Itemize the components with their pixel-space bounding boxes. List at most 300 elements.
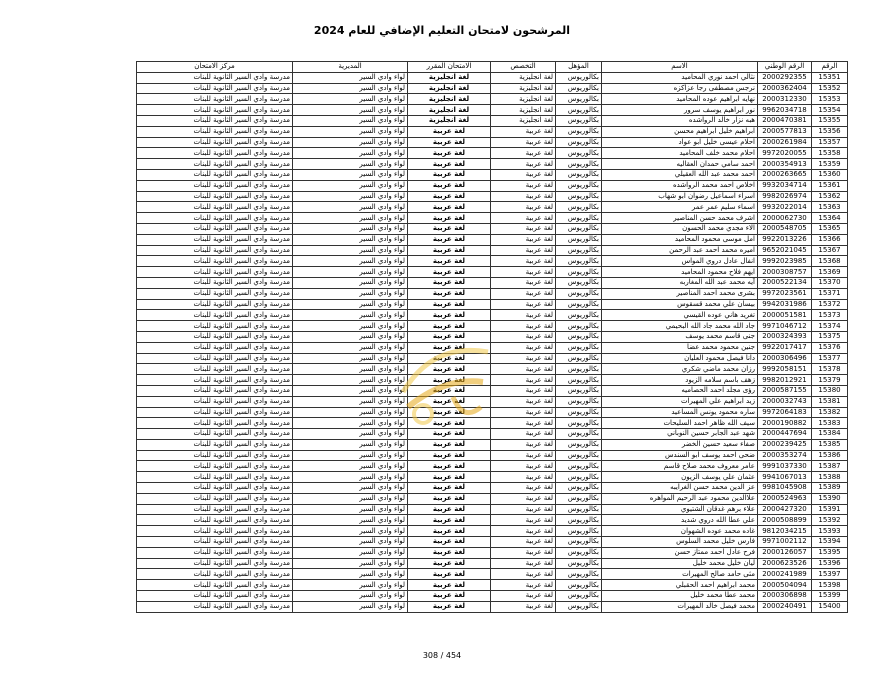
cell-name: زهف باسم سلامه الزيود bbox=[602, 375, 758, 386]
cell-num: 15396 bbox=[812, 558, 848, 569]
cell-national-id: 2000239425 bbox=[758, 439, 812, 450]
cell-exam: لغة عربية bbox=[408, 472, 491, 483]
table-row bbox=[137, 472, 848, 483]
cell-directorate: لواء وادي السير bbox=[293, 526, 408, 537]
cell-directorate: لواء وادي السير bbox=[293, 105, 408, 116]
cell-exam-center: مدرسة وادي السير الثانوية للبنات bbox=[137, 223, 293, 234]
table-row bbox=[137, 331, 848, 342]
cell-exam: لغة عربية bbox=[408, 234, 491, 245]
cell-qualification: بكالوريوس bbox=[556, 321, 602, 332]
cell-exam-center: مدرسة وادي السير الثانوية للبنات bbox=[137, 148, 293, 159]
table-header-row bbox=[137, 62, 848, 73]
cell-specialization: لغة عربية bbox=[491, 191, 556, 202]
cell-national-id: 2000427320 bbox=[758, 504, 812, 515]
cell-exam-center: مدرسة وادي السير الثانوية للبنات bbox=[137, 591, 293, 602]
cell-exam-center: مدرسة وادي السير الثانوية للبنات bbox=[137, 126, 293, 137]
cell-exam-center: مدرسة وادي السير الثانوية للبنات bbox=[137, 267, 293, 278]
cell-qualification: بكالوريوس bbox=[556, 407, 602, 418]
cell-num: 15370 bbox=[812, 277, 848, 288]
cell-exam-center: مدرسة وادي السير الثانوية للبنات bbox=[137, 439, 293, 450]
cell-national-id: 2000312330 bbox=[758, 94, 812, 105]
cell-name: ابراهيم خليل ابراهيم محسن bbox=[602, 126, 758, 137]
cell-qualification: بكالوريوس bbox=[556, 591, 602, 602]
cell-name: زيد ابراهيم علي المهيرات bbox=[602, 396, 758, 407]
cell-num: 15351 bbox=[812, 72, 848, 83]
cell-num: 15392 bbox=[812, 515, 848, 526]
cell-qualification: بكالوريوس bbox=[556, 601, 602, 612]
cell-num: 15364 bbox=[812, 213, 848, 224]
cell-exam: لغة عربية bbox=[408, 342, 491, 353]
cell-exam-center: مدرسة وادي السير الثانوية للبنات bbox=[137, 461, 293, 472]
cell-name: علاالدين محمود عبد الرحيم المواهره bbox=[602, 493, 758, 504]
cell-name: انفال عادل دروي المواس bbox=[602, 256, 758, 267]
cell-qualification: بكالوريوس bbox=[556, 461, 602, 472]
cell-exam-center: مدرسة وادي السير الثانوية للبنات bbox=[137, 72, 293, 83]
cell-national-id: 9941067013 bbox=[758, 472, 812, 483]
cell-qualification: بكالوريوس bbox=[556, 342, 602, 353]
cell-exam: لغة عربية bbox=[408, 558, 491, 569]
cell-national-id: 2000577813 bbox=[758, 126, 812, 137]
cell-directorate: لواء وادي السير bbox=[293, 375, 408, 386]
cell-num: 15385 bbox=[812, 439, 848, 450]
cell-specialization: لغة عربية bbox=[491, 331, 556, 342]
cell-name: آيه محمد عبد الله المغاربه bbox=[602, 277, 758, 288]
cell-national-id: 2000508899 bbox=[758, 515, 812, 526]
cell-specialization: لغة عربية bbox=[491, 537, 556, 548]
cell-num: 15380 bbox=[812, 385, 848, 396]
cell-exam-center: مدرسة وادي السير الثانوية للبنات bbox=[137, 277, 293, 288]
cell-specialization: لغة عربية bbox=[491, 601, 556, 612]
cell-qualification: بكالوريوس bbox=[556, 331, 602, 342]
table-row bbox=[137, 137, 848, 148]
cell-specialization: لغة عربية bbox=[491, 396, 556, 407]
cell-national-id: 9982026974 bbox=[758, 191, 812, 202]
table-row bbox=[137, 515, 848, 526]
cell-specialization: لغة عربية bbox=[491, 375, 556, 386]
cell-directorate: لواء وادي السير bbox=[293, 547, 408, 558]
cell-num: 15352 bbox=[812, 83, 848, 94]
cell-exam: لغة عربية bbox=[408, 526, 491, 537]
cell-exam: لغة عربية bbox=[408, 148, 491, 159]
cell-directorate: لواء وادي السير bbox=[293, 418, 408, 429]
cell-qualification: بكالوريوس bbox=[556, 83, 602, 94]
table-row bbox=[137, 234, 848, 245]
cell-exam: لغة عربية bbox=[408, 396, 491, 407]
cell-directorate: لواء وادي السير bbox=[293, 137, 408, 148]
cell-directorate: لواء وادي السير bbox=[293, 234, 408, 245]
table-row bbox=[137, 245, 848, 256]
table-row bbox=[137, 580, 848, 591]
cell-national-id: 2000062730 bbox=[758, 213, 812, 224]
cell-exam-center: مدرسة وادي السير الثانوية للبنات bbox=[137, 191, 293, 202]
cell-directorate: لواء وادي السير bbox=[293, 472, 408, 483]
cell-specialization: لغة عربية bbox=[491, 213, 556, 224]
cell-qualification: بكالوريوس bbox=[556, 137, 602, 148]
cell-directorate: لواء وادي السير bbox=[293, 569, 408, 580]
cell-national-id: 2000587155 bbox=[758, 385, 812, 396]
cell-num: 15357 bbox=[812, 137, 848, 148]
cell-directorate: لواء وادي السير bbox=[293, 353, 408, 364]
cell-name: رؤى مجلد احمد الحصاميه bbox=[602, 385, 758, 396]
cell-name: سيف الله ظاهر احمد السليحات bbox=[602, 418, 758, 429]
table-row bbox=[137, 169, 848, 180]
cell-name: ايهم فلاح محمود المحاميد bbox=[602, 267, 758, 278]
cell-qualification: بكالوريوس bbox=[556, 493, 602, 504]
cell-exam: لغة عربية bbox=[408, 601, 491, 612]
cell-qualification: بكالوريوس bbox=[556, 385, 602, 396]
table-row bbox=[137, 213, 848, 224]
cell-exam: لغة عربية bbox=[408, 537, 491, 548]
table-row bbox=[137, 504, 848, 515]
cell-directorate: لواء وادي السير bbox=[293, 450, 408, 461]
cell-directorate: لواء وادي السير bbox=[293, 504, 408, 515]
cell-directorate: لواء وادي السير bbox=[293, 180, 408, 191]
cell-name: جنين محمود محمد عضا bbox=[602, 342, 758, 353]
cell-name: فارس خليل محمد السلوس bbox=[602, 537, 758, 548]
cell-num: 15365 bbox=[812, 223, 848, 234]
cell-exam: لغة انجليزية bbox=[408, 94, 491, 105]
cell-qualification: بكالوريوس bbox=[556, 267, 602, 278]
table-row bbox=[137, 407, 848, 418]
cell-num: 15356 bbox=[812, 126, 848, 137]
cell-specialization: لغة عربية bbox=[491, 515, 556, 526]
cell-specialization: لغة عربية bbox=[491, 310, 556, 321]
cell-exam: لغة عربية bbox=[408, 547, 491, 558]
cell-exam: لغة عربية bbox=[408, 213, 491, 224]
cell-specialization: لغة عربية bbox=[491, 148, 556, 159]
cell-exam-center: مدرسة وادي السير الثانوية للبنات bbox=[137, 115, 293, 126]
cell-exam-center: مدرسة وادي السير الثانوية للبنات bbox=[137, 159, 293, 170]
cell-national-id: 2000126057 bbox=[758, 547, 812, 558]
cell-exam-center: مدرسة وادي السير الثانوية للبنات bbox=[137, 353, 293, 364]
cell-name: ساره محمود يونس المساعيد bbox=[602, 407, 758, 418]
cell-exam: لغة انجليزية bbox=[408, 105, 491, 116]
cell-directorate: لواء وادي السير bbox=[293, 537, 408, 548]
cell-exam-center: مدرسة وادي السير الثانوية للبنات bbox=[137, 375, 293, 386]
cell-num: 15399 bbox=[812, 591, 848, 602]
cell-name: عز الدين محمد حسن الغرايبه bbox=[602, 483, 758, 494]
cell-specialization: لغة عربية bbox=[491, 385, 556, 396]
cell-exam: لغة عربية bbox=[408, 385, 491, 396]
cell-exam: لغة عربية bbox=[408, 310, 491, 321]
cell-name: فرح عادل احمد ممتاز حسن bbox=[602, 547, 758, 558]
cell-specialization: لغة انجليزية bbox=[491, 83, 556, 94]
table-row bbox=[137, 429, 848, 440]
cell-specialization: لغة عربية bbox=[491, 256, 556, 267]
cell-directorate: لواء وادي السير bbox=[293, 342, 408, 353]
cell-directorate: لواء وادي السير bbox=[293, 580, 408, 591]
cell-name: شهد عبد الجابر حسين النوباني bbox=[602, 429, 758, 440]
cell-name: احمد محمد عبد الله العقيلي bbox=[602, 169, 758, 180]
cell-directorate: لواء وادي السير bbox=[293, 601, 408, 612]
table-row bbox=[137, 461, 848, 472]
cell-directorate: لواء وادي السير bbox=[293, 83, 408, 94]
cell-name: اسراء اسماعيل رضوان ابو شهاب bbox=[602, 191, 758, 202]
cell-exam: لغة عربية bbox=[408, 277, 491, 288]
cell-exam: لغة عربية bbox=[408, 223, 491, 234]
header-national-id: الرقم الوطني bbox=[758, 62, 812, 73]
table-row bbox=[137, 94, 848, 105]
cell-exam-center: مدرسة وادي السير الثانوية للبنات bbox=[137, 245, 293, 256]
cell-qualification: بكالوريوس bbox=[556, 234, 602, 245]
cell-name: الاء مجدي محمد الحسون bbox=[602, 223, 758, 234]
cell-qualification: بكالوريوس bbox=[556, 396, 602, 407]
cell-exam: لغة عربية bbox=[408, 461, 491, 472]
cell-exam: لغة عربية bbox=[408, 299, 491, 310]
cell-specialization: لغة عربية bbox=[491, 202, 556, 213]
cell-num: 15394 bbox=[812, 537, 848, 548]
cell-num: 15382 bbox=[812, 407, 848, 418]
table-row bbox=[137, 148, 848, 159]
cell-directorate: لواء وادي السير bbox=[293, 364, 408, 375]
cell-qualification: بكالوريوس bbox=[556, 439, 602, 450]
cell-num: 15378 bbox=[812, 364, 848, 375]
cell-specialization: لغة عربية bbox=[491, 137, 556, 148]
table-row bbox=[137, 115, 848, 126]
cell-qualification: بكالوريوس bbox=[556, 213, 602, 224]
cell-specialization: لغة انجليزية bbox=[491, 105, 556, 116]
table-row bbox=[137, 223, 848, 234]
cell-num: 15398 bbox=[812, 580, 848, 591]
table-row bbox=[137, 569, 848, 580]
cell-exam-center: مدرسة وادي السير الثانوية للبنات bbox=[137, 558, 293, 569]
cell-qualification: بكالوريوس bbox=[556, 580, 602, 591]
cell-exam: لغة انجليزية bbox=[408, 115, 491, 126]
header-qualification: المؤهل bbox=[556, 62, 602, 73]
cell-name: اسماء سليم عمر عمر bbox=[602, 202, 758, 213]
cell-national-id: 9922017417 bbox=[758, 342, 812, 353]
cell-directorate: لواء وادي السير bbox=[293, 461, 408, 472]
cell-directorate: لواء وادي السير bbox=[293, 429, 408, 440]
cell-exam-center: مدرسة وادي السير الثانوية للبنات bbox=[137, 342, 293, 353]
header-num: الرقم bbox=[812, 62, 848, 73]
cell-num: 15389 bbox=[812, 483, 848, 494]
cell-national-id: 2000306496 bbox=[758, 353, 812, 364]
cell-national-id: 9932022014 bbox=[758, 202, 812, 213]
cell-national-id: 9982012921 bbox=[758, 375, 812, 386]
cell-exam: لغة عربية bbox=[408, 483, 491, 494]
header-exam: الامتحان المقرر bbox=[408, 62, 491, 73]
cell-directorate: لواء وادي السير bbox=[293, 321, 408, 332]
cell-exam-center: مدرسة وادي السير الثانوية للبنات bbox=[137, 407, 293, 418]
table-row bbox=[137, 493, 848, 504]
table-row bbox=[137, 353, 848, 364]
cell-num: 15359 bbox=[812, 159, 848, 170]
cell-exam-center: مدرسة وادي السير الثانوية للبنات bbox=[137, 364, 293, 375]
cell-qualification: بكالوريوس bbox=[556, 472, 602, 483]
cell-directorate: لواء وادي السير bbox=[293, 256, 408, 267]
cell-exam-center: مدرسة وادي السير الثانوية للبنات bbox=[137, 493, 293, 504]
cell-specialization: لغة عربية bbox=[491, 169, 556, 180]
table-row bbox=[137, 267, 848, 278]
cell-specialization: لغة عربية bbox=[491, 277, 556, 288]
cell-num: 15369 bbox=[812, 267, 848, 278]
cell-directorate: لواء وادي السير bbox=[293, 299, 408, 310]
table-row bbox=[137, 526, 848, 537]
cell-num: 15362 bbox=[812, 191, 848, 202]
cell-exam: لغة عربية bbox=[408, 321, 491, 332]
cell-num: 15371 bbox=[812, 288, 848, 299]
cell-exam-center: مدرسة وادي السير الثانوية للبنات bbox=[137, 569, 293, 580]
cell-exam: لغة انجليزية bbox=[408, 83, 491, 94]
table-row bbox=[137, 558, 848, 569]
cell-specialization: لغة عربية bbox=[491, 234, 556, 245]
cell-specialization: لغة عربية bbox=[491, 450, 556, 461]
cell-name: احمد سامي حمدان العقاليه bbox=[602, 159, 758, 170]
cell-specialization: لغة عربية bbox=[491, 461, 556, 472]
cell-exam-center: مدرسة وادي السير الثانوية للبنات bbox=[137, 472, 293, 483]
table-row bbox=[137, 385, 848, 396]
cell-specialization: لغة عربية bbox=[491, 439, 556, 450]
cell-specialization: لغة عربية bbox=[491, 591, 556, 602]
cell-directorate: لواء وادي السير bbox=[293, 94, 408, 105]
cell-exam-center: مدرسة وادي السير الثانوية للبنات bbox=[137, 169, 293, 180]
cell-qualification: بكالوريوس bbox=[556, 526, 602, 537]
cell-specialization: لغة عربية bbox=[491, 159, 556, 170]
cell-specialization: لغة عربية bbox=[491, 245, 556, 256]
cell-directorate: لواء وادي السير bbox=[293, 396, 408, 407]
cell-national-id: 2000362404 bbox=[758, 83, 812, 94]
cell-num: 15355 bbox=[812, 115, 848, 126]
cell-specialization: لغة عربية bbox=[491, 504, 556, 515]
cell-num: 15367 bbox=[812, 245, 848, 256]
cell-qualification: بكالوريوس bbox=[556, 223, 602, 234]
cell-qualification: بكالوريوس bbox=[556, 126, 602, 137]
cell-directorate: لواء وادي السير bbox=[293, 331, 408, 342]
cell-exam-center: مدرسة وادي السير الثانوية للبنات bbox=[137, 180, 293, 191]
table-row bbox=[137, 83, 848, 94]
cell-directorate: لواء وادي السير bbox=[293, 277, 408, 288]
cell-qualification: بكالوريوس bbox=[556, 299, 602, 310]
cell-name: صفاء سعيد حسين الخضر bbox=[602, 439, 758, 450]
cell-exam: لغة عربية bbox=[408, 429, 491, 440]
cell-exam: لغة عربية bbox=[408, 569, 491, 580]
cell-directorate: لواء وادي السير bbox=[293, 223, 408, 234]
cell-name: علاء برهم غدقان الشتيوي bbox=[602, 504, 758, 515]
cell-qualification: بكالوريوس bbox=[556, 504, 602, 515]
cell-num: 15395 bbox=[812, 547, 848, 558]
cell-exam: لغة عربية bbox=[408, 180, 491, 191]
cell-name: محمد ابراهيم احمد الحقبلي bbox=[602, 580, 758, 591]
cell-qualification: بكالوريوس bbox=[556, 72, 602, 83]
cell-national-id: 9971002112 bbox=[758, 537, 812, 548]
cell-exam: لغة عربية bbox=[408, 418, 491, 429]
table-row bbox=[137, 191, 848, 202]
cell-exam-center: مدرسة وادي السير الثانوية للبنات bbox=[137, 137, 293, 148]
cell-national-id: 9981045908 bbox=[758, 483, 812, 494]
cell-name: محمد فيصل خالد المهيرات bbox=[602, 601, 758, 612]
cell-name: غاده محمد عوده الشهوان bbox=[602, 526, 758, 537]
cell-directorate: لواء وادي السير bbox=[293, 288, 408, 299]
cell-national-id: 9652021045 bbox=[758, 245, 812, 256]
cell-directorate: لواء وادي السير bbox=[293, 213, 408, 224]
cell-specialization: لغة عربية bbox=[491, 267, 556, 278]
cell-name: امل موسى محمود المحاميد bbox=[602, 234, 758, 245]
cell-specialization: لغة انجليزية bbox=[491, 94, 556, 105]
header-specialization: التخصص bbox=[491, 62, 556, 73]
table-row bbox=[137, 537, 848, 548]
cell-name: بشرى محمد احمد المناصير bbox=[602, 288, 758, 299]
cell-num: 15388 bbox=[812, 472, 848, 483]
cell-num: 15354 bbox=[812, 105, 848, 116]
cell-qualification: بكالوريوس bbox=[556, 515, 602, 526]
cell-directorate: لواء وادي السير bbox=[293, 159, 408, 170]
cell-name: هبه نزار خالد الرواشده bbox=[602, 115, 758, 126]
table-row bbox=[137, 396, 848, 407]
cell-national-id: 9962034718 bbox=[758, 105, 812, 116]
cell-specialization: لغة عربية bbox=[491, 321, 556, 332]
cell-exam-center: مدرسة وادي السير الثانوية للبنات bbox=[137, 288, 293, 299]
table-row bbox=[137, 310, 848, 321]
cell-name: علي عطا الله دروي شديد bbox=[602, 515, 758, 526]
cell-directorate: لواء وادي السير bbox=[293, 439, 408, 450]
cell-qualification: بكالوريوس bbox=[556, 288, 602, 299]
cell-num: 15360 bbox=[812, 169, 848, 180]
cell-qualification: بكالوريوس bbox=[556, 256, 602, 267]
cell-num: 15400 bbox=[812, 601, 848, 612]
cell-exam-center: مدرسة وادي السير الثانوية للبنات bbox=[137, 234, 293, 245]
cell-specialization: لغة عربية bbox=[491, 580, 556, 591]
cell-exam: لغة انجليزية bbox=[408, 72, 491, 83]
cell-name: عثمان علي يوسف الزيون bbox=[602, 472, 758, 483]
cell-name: عامر معروف محمد صلاح قاسم bbox=[602, 461, 758, 472]
cell-national-id: 2000548705 bbox=[758, 223, 812, 234]
cell-directorate: لواء وادي السير bbox=[293, 558, 408, 569]
page-indicator: 308 / 454 bbox=[422, 651, 462, 660]
cell-national-id: 9942031986 bbox=[758, 299, 812, 310]
cell-national-id: 9812034215 bbox=[758, 526, 812, 537]
cell-directorate: لواء وادي السير bbox=[293, 191, 408, 202]
cell-specialization: لغة عربية bbox=[491, 483, 556, 494]
cell-num: 15377 bbox=[812, 353, 848, 364]
cell-name: محمد عطا محمد خليل bbox=[602, 591, 758, 602]
cell-exam-center: مدرسة وادي السير الثانوية للبنات bbox=[137, 547, 293, 558]
table-body bbox=[137, 72, 848, 612]
cell-specialization: لغة عربية bbox=[491, 558, 556, 569]
cell-num: 15375 bbox=[812, 331, 848, 342]
table-row bbox=[137, 72, 848, 83]
cell-specialization: لغة عربية bbox=[491, 429, 556, 440]
cell-num: 15391 bbox=[812, 504, 848, 515]
cell-national-id: 2000261984 bbox=[758, 137, 812, 148]
cell-qualification: بكالوريوس bbox=[556, 191, 602, 202]
cell-national-id: 9922013226 bbox=[758, 234, 812, 245]
table-row bbox=[137, 288, 848, 299]
cell-num: 15384 bbox=[812, 429, 848, 440]
cell-qualification: بكالوريوس bbox=[556, 310, 602, 321]
cell-exam: لغة عربية bbox=[408, 137, 491, 148]
cell-specialization: لغة عربية bbox=[491, 547, 556, 558]
cell-name: اخلاص احمد محمد الرواشده bbox=[602, 180, 758, 191]
cell-directorate: لواء وادي السير bbox=[293, 515, 408, 526]
cell-exam-center: مدرسة وادي السير الثانوية للبنات bbox=[137, 526, 293, 537]
cell-directorate: لواء وادي السير bbox=[293, 245, 408, 256]
cell-exam: لغة عربية bbox=[408, 256, 491, 267]
cell-num: 15363 bbox=[812, 202, 848, 213]
cell-national-id: 2000504094 bbox=[758, 580, 812, 591]
cell-exam: لغة عربية bbox=[408, 331, 491, 342]
cell-qualification: بكالوريوس bbox=[556, 105, 602, 116]
cell-exam: لغة عربية bbox=[408, 202, 491, 213]
cell-qualification: بكالوريوس bbox=[556, 169, 602, 180]
header-name: الاسم bbox=[602, 62, 758, 73]
cell-national-id: 9932034714 bbox=[758, 180, 812, 191]
cell-national-id: 2000190882 bbox=[758, 418, 812, 429]
cell-specialization: لغة عربية bbox=[491, 223, 556, 234]
table-row bbox=[137, 202, 848, 213]
cell-exam-center: مدرسة وادي السير الثانوية للبنات bbox=[137, 94, 293, 105]
cell-directorate: لواء وادي السير bbox=[293, 407, 408, 418]
